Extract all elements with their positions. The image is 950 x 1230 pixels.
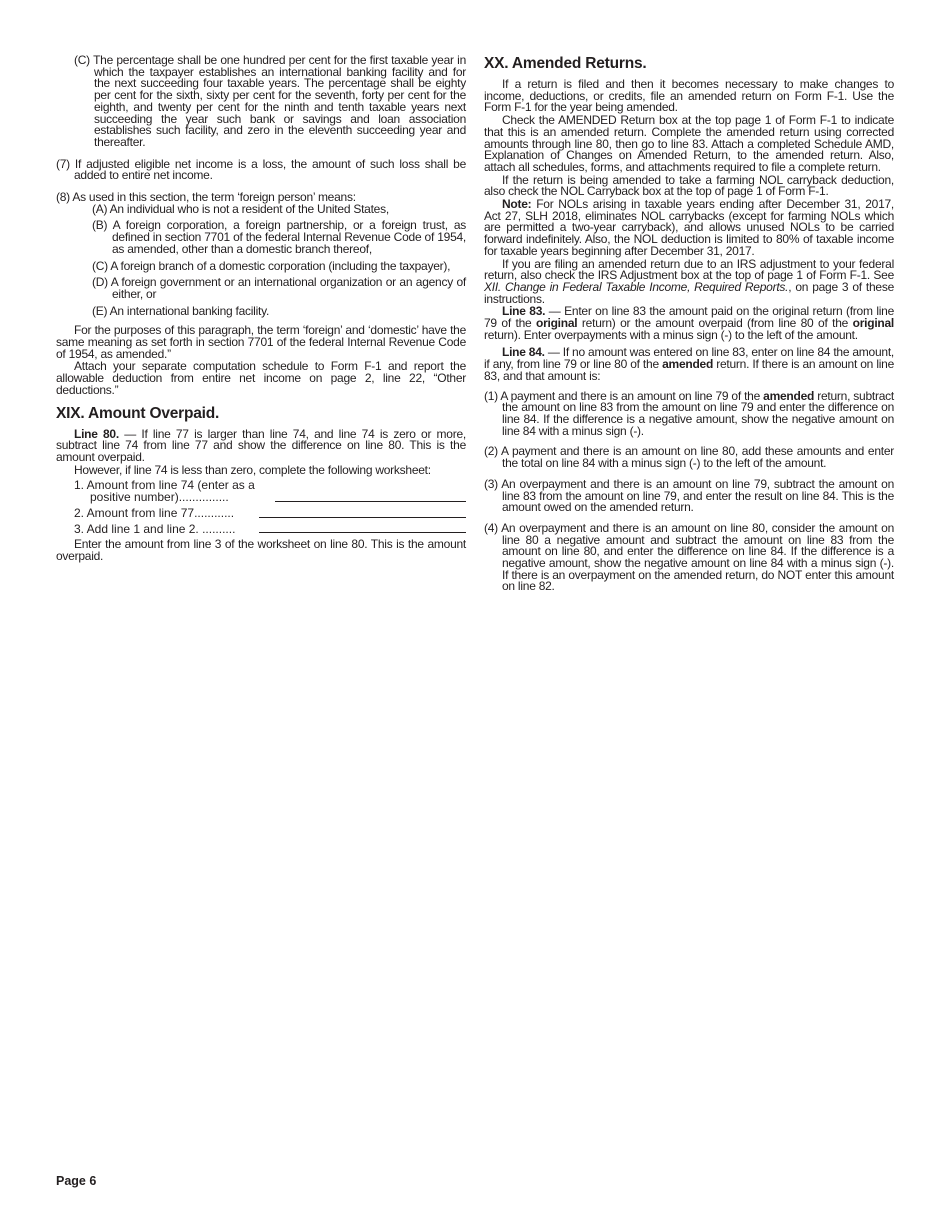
line83-label: Line 83. (502, 304, 546, 319)
para-attach: Attach your separate computation schedule to Form F-1 and report the allowable deduction from entire net income on page 2, line 22, “Other deductions.” (56, 359, 466, 397)
item-c: (C) The percentage shall be one hundred per cent for the first taxable year in which the taxpayer establishes an international banking facility and for the next succeeding four taxable years. The percentage shall be eighty per cent for the sixth, sixty per cent for the seventh, forty per cent for the eighth, and twenty per cent for the ninth and tenth taxable years next succeeding the year such bank or savings and loan association establishes such facility, and zero in the eleventh succeeding year and thereafter. (74, 53, 466, 149)
para-5 (484, 256, 894, 306)
right-column (484, 55, 894, 598)
worksheet-label-3: 3. Add line 1 and line 2. .......... (74, 521, 236, 536)
para-purposes: For the purposes of this paragraph, the term ‘foreign’ and ‘domestic’ have the same meaning as set forth in section 7701 of the federal Internal Revenue Code of 1954, as amended.” (56, 323, 466, 361)
amended-emphasis: amended (763, 388, 815, 403)
original-emphasis: original (536, 316, 578, 331)
line84-para (484, 347, 894, 382)
item-8: (8) As used in this section, the term ‘foreign person’ means: (56, 190, 356, 205)
line84-text-a: — If no amount was entered on line 83, enter on line 84 the amount, if any, from line 79 or line 80 of the (484, 345, 894, 372)
however-para: However, if line 74 is less than zero, complete the following worksheet: (74, 462, 431, 477)
line83-text-b: return) or the amount overpaid (from line 80 of the (577, 316, 853, 331)
case-1-text-a: (1) A payment and there is an amount on line 79 of the (484, 388, 764, 403)
note-text: For NOLs arising in taxable years ending after December 31, 2017, Act 27, SLH 2018, eliminates NOL carrybacks (except for farming NOLs which are permitted a two-year carryback), and allows unused NOLs to be carried forward indefinitely. Also, the NOL deduction is limited to 80% of taxable income for taxable years beginning after December 31, 2017. (484, 197, 894, 258)
item-8b: (B) A foreign corporation, a foreign partnership, or a foreign trust, as defined in section 7701 of the federal Internal Revenue Code of 1954, as amended, other than a domestic branch thereof, (92, 218, 466, 256)
worksheet-field-2[interactable] (259, 516, 466, 518)
case-3: (3) An overpayment and there is an amount on line 79, subtract the amount on line 83 from the amount on line 79, and enter the result on line 84. This is the amount owed on the amended return. (484, 476, 894, 515)
worksheet-field-1[interactable] (275, 500, 466, 502)
case-1-text-b: return, subtract the amount on line 83 from the amount on line 79 and enter the difference on line 84. If the difference is a negative amount, show the negative amount on line 84 with a minus sign (-). (502, 388, 894, 438)
line83-text-a: — Enter on line 83 the amount paid on the original return (from line 79 of the (484, 304, 894, 331)
para-1: If a return is filed and then it becomes necessary to make changes to income, deductions, or credits, file an amended return on Form F-1. Use the Form F-1 for the year being amended. (484, 77, 894, 115)
heading-amended-returns: XX. Amended Returns. (484, 55, 647, 72)
left-column (56, 55, 466, 564)
worksheet-row-3 (74, 521, 466, 536)
heading-amount-overpaid: XIX. Amount Overpaid. (56, 404, 220, 422)
page-number: Page 6 (56, 1174, 97, 1188)
note-para (484, 199, 894, 258)
worksheet-row-2 (74, 505, 466, 520)
p5-text-b: , on page 3 of these instructions. (484, 279, 894, 306)
p5-text-a: If you are filing an amended return due to an IRS adjustment to your federal return, also check the IRS Adjustment box at the top of page 1 of Form F-1. See (484, 256, 894, 283)
line80-para (56, 426, 466, 464)
line84-text-b: return. If there is an amount on line 83, and that amount is: (484, 357, 894, 383)
worksheet-label-2: 2. Amount from line 77............ (74, 505, 235, 520)
line83-para (484, 306, 894, 341)
amended-emphasis: amended (662, 357, 714, 372)
line83-text-c: return). Enter overpayments with a minus sign (-) to the left of the amount. (484, 327, 858, 342)
enter-para: Enter the amount from line 3 of the worksheet on line 80. This is the amount overpaid. (56, 537, 466, 563)
case-1 (484, 388, 894, 438)
line80-text: — If line 77 is larger than line 74, and line 74 is zero or more, subtract line 74 from line 77 and show the difference on line 80. This is the amount overpaid. (56, 426, 466, 464)
worksheet-label-1: 1. Amount from line 74 (enter as a positive number)............... (74, 478, 255, 505)
item-8a: (A) An individual who is not a resident of the United States, (92, 201, 389, 216)
item-8c: (C) A foreign branch of a domestic corporation (including the taxpayer), (92, 258, 451, 273)
line80-label: Line 80. (74, 426, 119, 441)
line84-label: Line 84. (502, 345, 545, 360)
section-reference: XII. Change in Federal Taxable Income, Required Reports. (484, 279, 789, 294)
para-2: Check the AMENDED Return box at the top page 1 of Form F-1 to indicate that this is an amended return. Complete the amended return using corrected amounts through line 80, then go to line 83. Attach a completed Schedule AMD, Explanation of Changes on Amended Return, to the amended return. Also, attach all schedules, forms, and attachments required to file a complete return. (484, 113, 894, 174)
item-8d: (D) A foreign government or an international organization or an agency of either, or (92, 275, 466, 301)
para-3: If the return is being amended to take a farming NOL carryback deduction, also check the NOL Carryback box at the top of page 1 of Form F-1. (484, 172, 894, 199)
case-4: (4) An overpayment and there is an amount on line 80, consider the amount on line 80 a negative amount and subtract the amount on line 83 from the amount on line 80, and enter the difference on line 84. If the difference is a negative amount, show the negative amount on line 84 with a minus sign (-). If there is an overpayment on the amended return, do NOT enter this amount on line 82. (484, 520, 894, 594)
worksheet-field-3[interactable] (259, 531, 466, 533)
worksheet-row-1 (74, 480, 466, 503)
note-label: Note: (502, 197, 532, 212)
case-2: (2) A payment and there is an amount on line 80, add these amounts and enter the total on line 84 with a minus sign (-) to the left of the amount. (484, 444, 894, 471)
original-emphasis: original (852, 316, 894, 331)
item-7: (7) If adjusted eligible net income is a loss, the amount of such loss shall be added to entire net income. (56, 156, 466, 183)
item-8e: (E) An international banking facility. (92, 303, 270, 318)
